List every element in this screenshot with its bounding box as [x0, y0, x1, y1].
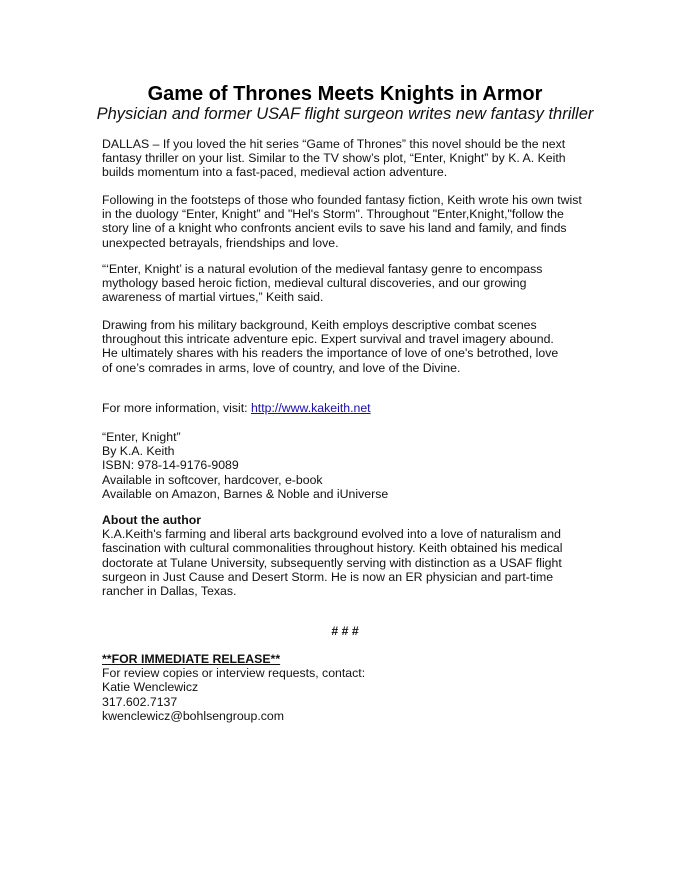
- paragraph-line: DALLAS – If you loved the hit series “Game of Thrones” this novel should be the next: [102, 137, 566, 151]
- paragraph-military: [102, 318, 582, 375]
- more-info: [102, 401, 582, 415]
- paragraph-line: mythology based heroic fiction, medieval cultural discoveries, and our growing: [102, 276, 527, 291]
- paragraph-line: Drawing from his military background, Keith employs descriptive combat scenes: [102, 318, 537, 332]
- more-info-label: For more information, visit:: [102, 401, 251, 415]
- website-link[interactable]: http://www.kakeith.net: [250, 401, 371, 415]
- paragraph-intro: [102, 137, 582, 180]
- book-title: “Enter, Knight”: [102, 430, 181, 444]
- about-line: fascination with cultural commonalities throughout history. Keith obtained his medical: [102, 541, 563, 556]
- paragraph-line: builds momentum into a fast-paced, medieval action adventure.: [102, 165, 448, 180]
- about-line: surgeon in Just Cause and Desert Storm. He is now an ER physician and part-time: [102, 569, 554, 584]
- paragraph-line: fantasy thriller on your list. Similar to the TV show’s plot, “Enter, Knight” by K. A. Keith: [102, 151, 566, 166]
- book-isbn: ISBN: 978-14-9176-9089: [102, 458, 239, 473]
- paragraph-line: unexpected betrayals, friendships and love.: [102, 235, 339, 250]
- paragraph-line: in the duology “Enter, Knight” and "Hel's Storm". Throughout "Enter,Knight,"follow the: [102, 207, 564, 222]
- paragraph-line: “‘Enter, Knight’ is a natural evolution of the medieval fantasy genre to encompass: [102, 262, 543, 276]
- about-author-section: [102, 513, 582, 598]
- paragraph-line: story line of a knight who confronts ancient evils to save his land and family, and finds: [102, 221, 567, 236]
- paragraph-line: throughout this intricate adventure epic. Expert survival and travel imagery abound.: [102, 332, 554, 347]
- release-suffix: **: [270, 652, 281, 666]
- release-heading: [102, 652, 582, 666]
- end-mark: # # #: [331, 624, 359, 638]
- release-contact: [102, 652, 582, 723]
- book-details: [102, 430, 582, 501]
- book-formats: Available in softcover, hardcover, e-book: [102, 472, 323, 487]
- book-retailers: Available on Amazon, Barnes & Noble and iUniverse: [102, 486, 389, 501]
- release-prefix: **: [102, 652, 112, 666]
- paragraph-line: Following in the footsteps of those who founded fantasy fiction, Keith wrote his own twist: [102, 193, 582, 207]
- paragraph-quote: [102, 262, 582, 305]
- contact-line: For review copies or interview requests, contact:: [102, 666, 366, 681]
- contact-email: kwenclewicz@bohlsengroup.com: [102, 708, 284, 723]
- paragraph-line: of one’s comrades in arms, love of country, and love of the Divine.: [102, 360, 461, 375]
- about-line: K.A.Keith's farming and liberal arts background evolved into a love of naturalism and: [102, 527, 561, 542]
- about-line: rancher in Dallas, Texas.: [102, 584, 237, 599]
- page-subtitle: Physician and former USAF flight surgeon writes new fantasy thriller: [96, 105, 594, 123]
- page-title: Game of Thrones Meets Knights in Armor: [147, 83, 543, 105]
- book-author: By K.A. Keith: [102, 444, 175, 459]
- contact-name: Katie Wenclewicz: [102, 680, 199, 695]
- about-author-heading: About the author: [102, 513, 202, 527]
- about-line: doctorate at Tulane University, subsequently serving with distinction as a USAF flight: [102, 555, 562, 570]
- paragraph-line: He ultimately shares with his readers the importance of love of one's betrothed, love: [102, 346, 559, 361]
- paragraph-line: awareness of martial virtues,” Keith said.: [102, 290, 324, 305]
- contact-phone: 317.602.7137: [102, 694, 178, 709]
- release-label: FOR IMMEDIATE RELEASE: [111, 652, 271, 666]
- paragraph-footsteps: [102, 193, 582, 250]
